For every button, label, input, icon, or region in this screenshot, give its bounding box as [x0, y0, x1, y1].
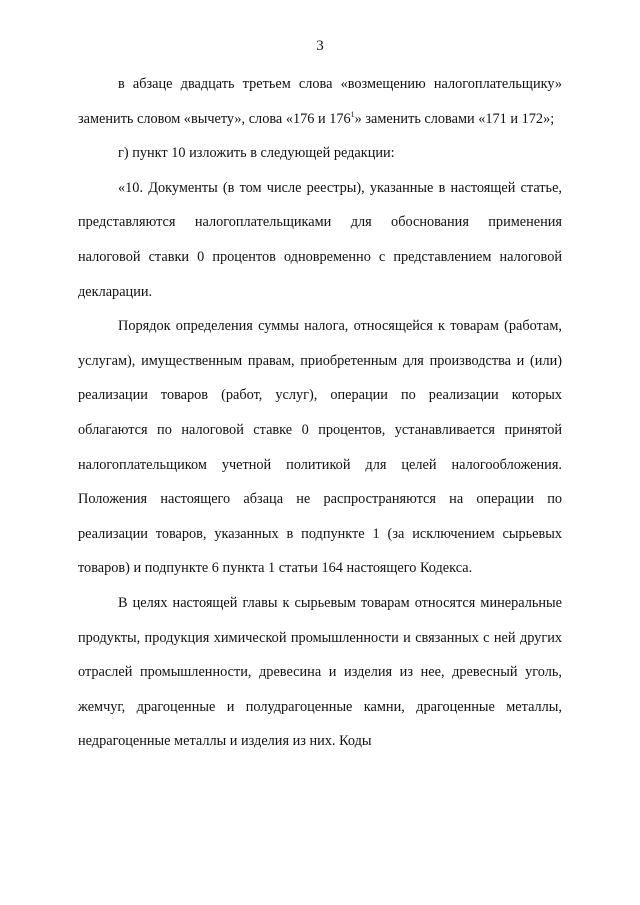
- document-body: [78, 67, 562, 759]
- superscript: 1: [350, 109, 355, 119]
- paragraph-tax-determination-order: Порядок определения суммы налога, относящейся к товарам (работам, услугам), имущественным правам, приобретенным для производства и (или) реализации товаров (работ, услуг), операции по реализации которых облагаются по налоговой ставке 0 процентов, устанавливается принятой налогоплательщиком учетной политикой для целей налогообложения. Положения настоящего абзаца не распространяются на операции по реализации товаров, указанных в подпункте 1 (за исключением сырьевых товаров) и подпункте 6 пункта 1 статьи 164 настоящего Кодекса.: [78, 318, 562, 577]
- paragraph-new-punkt-10: «10. Документы (в том числе реестры), указанные в настоящей статье, представляются налогоплательщиками для обоснования применения налоговой ставки 0 процентов одновременно с представлением налоговой декларации.: [78, 179, 562, 300]
- paragraph-text: » заменить словами «171 и 172»;: [354, 110, 555, 127]
- paragraph-raw-goods-definition: В целях настоящей главы к сырьевым товарам относятся минеральные продукты, продукция химической промышленности и связанных с ней других отраслей промышленности, древесина и изделия из нее, древесный уголь, жемчуг, драгоценные и полудрагоценные камни, драгоценные металлы, недрагоценные металлы и изделия из них. Коды: [78, 594, 562, 750]
- paragraph-amend-punkt-10: г) пункт 10 изложить в следующей редакции:: [118, 145, 395, 162]
- page-number: 3: [316, 38, 324, 54]
- paragraph-text: в абзаце двадцать третьем слова «возмещению налогоплательщику» заменить словом «вычету», слова «176 и 176: [78, 76, 562, 127]
- paragraph-amend-abzats-23: [78, 67, 562, 136]
